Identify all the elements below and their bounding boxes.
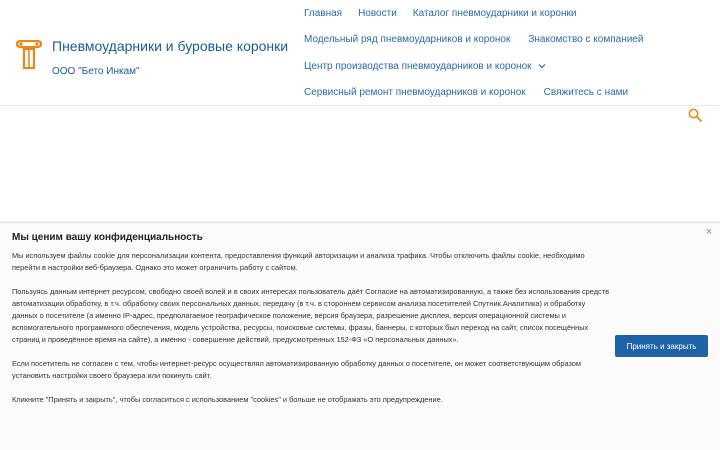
cookie-paragraph-2: Пользуясь данным интернет ресурсом, свободно своей волей и в своих интересах пользователь даёт Согласие на автоматизированную, а также без использования средств автоматизации обработку, в т.ч. обработку своих персональных данных, передачу (в т.ч. в стороннем сервисом анализа посетителей Спутник.Аналитика) и обработку данных о посетителе (а именно IP-адрес, предполагаемое географическое положение, версия браузера, разрешение дисплея, версия операционной системы и вспомогательного программного обеспечения, модель устройства, ресурсы, поисковые системы, фразы, баннеры, с которых был переход на сайт, список посещённых страниц и проведённое время на сайте), а именно - совершение действий, предусмотренных 152-ФЗ «О персональных данных».	[12, 287, 610, 344]
nav-item-models[interactable]: Модельный ряд пневмоударников и коронок	[304, 33, 511, 45]
close-icon[interactable]: ×	[705, 226, 713, 238]
search-icon[interactable]	[688, 108, 702, 122]
cookie-banner-title: Мы ценим вашу конфиденциальность	[12, 232, 203, 243]
site-tagline: ООО "Бето Инкам"	[52, 66, 140, 77]
nav-item-production[interactable]	[296, 61, 554, 72]
nav-item-contacts[interactable]: Свяжитесь с нами	[543, 86, 629, 98]
cookie-consent-banner	[0, 222, 720, 450]
nav-item-catalog[interactable]: Каталог пневмоударники и коронки	[412, 7, 577, 19]
site-title[interactable]: Пневмоударники и буровые коронки	[52, 38, 289, 54]
nav-item-service[interactable]: Сервисный ремонт пневмоударников и коронок	[304, 86, 526, 98]
nav-item-news[interactable]: Новости	[358, 7, 397, 19]
cookie-paragraph-1: Мы используем файлы cookie для персонализации контента, предоставления функций авторизации и анализа трафика. Чтобы отключить файлы cookie, необходимо перейти в настройки веб-браузера. Однако это может ограничить работу с сайтом.	[12, 251, 585, 272]
site-header	[0, 0, 720, 106]
cookie-paragraph-3: Если посетитель не согласен с тем, чтобы интернет-ресурс осуществлял автоматизированную обработку данных о посетителе, он может соответствующим образом установить настройки своего браузера или покинуть сайт.	[12, 359, 581, 380]
nav-item-home[interactable]: Главная	[304, 7, 343, 19]
nav-item-production-label: Центр производства пневмоударников и коронок	[304, 60, 532, 72]
nav-item-about[interactable]: Знакомство с компанией	[528, 33, 644, 45]
chevron-down-icon	[538, 62, 546, 70]
column-logo-icon[interactable]	[15, 40, 43, 70]
cookie-paragraph-4: Кликните "Принять и закрыть", чтобы согласиться с использованием "cookies" и больше не отображать это предупреждение.	[12, 395, 443, 404]
accept-and-close-button[interactable]: Принять и закрыть	[615, 335, 708, 357]
